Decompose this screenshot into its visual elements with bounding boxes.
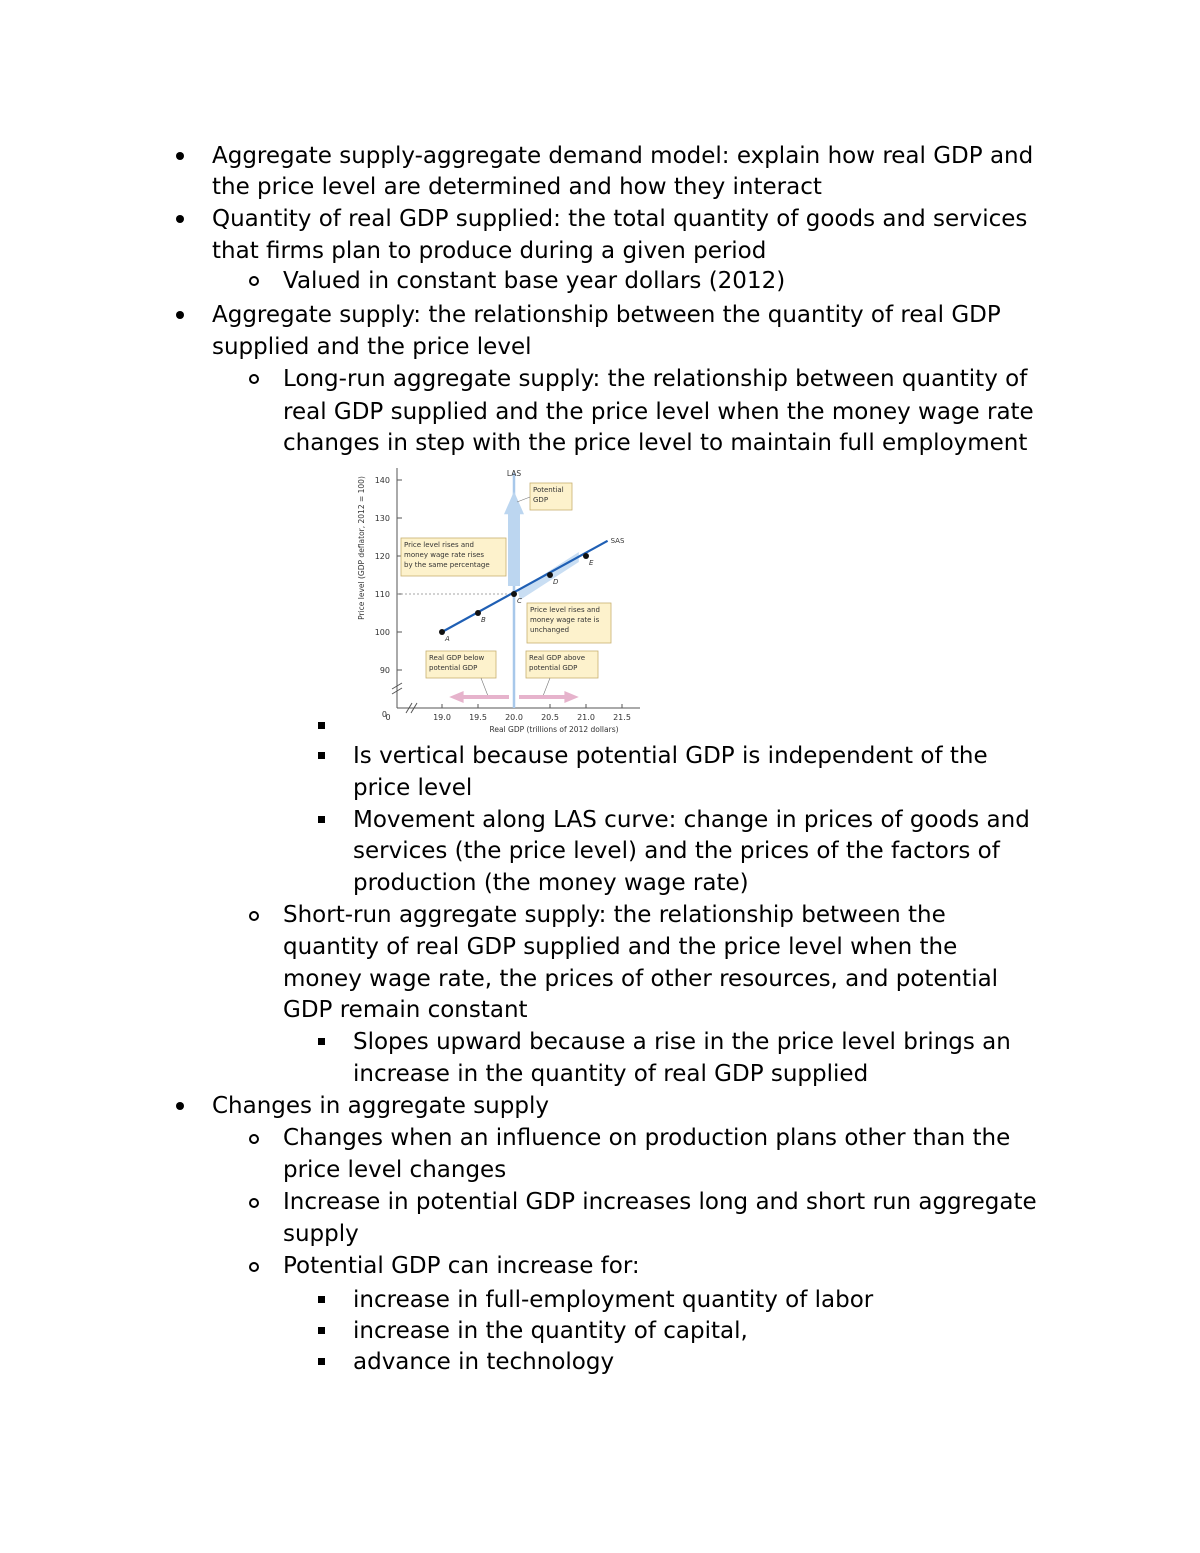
note-line: price level	[353, 775, 473, 801]
bullet-circle	[249, 374, 259, 384]
note-line: Is vertical because potential GDP is independent of the	[353, 743, 988, 769]
x-tick-label: 20.5	[541, 713, 559, 722]
note-line: Changes in aggregate supply	[212, 1093, 549, 1119]
point-label: C	[517, 597, 522, 605]
pointer	[481, 678, 488, 696]
bullet-circle	[249, 911, 259, 921]
y-tick-label: 110	[374, 590, 390, 599]
below-gdp-box-text: Real GDP below	[429, 654, 485, 662]
wage-unchanged-box-text: Price level rises and	[530, 606, 600, 614]
note-line: money wage rate, the prices of other resources, and potential	[283, 966, 999, 992]
y-tick-label: 100	[374, 628, 390, 637]
x-tick-label: 20.0	[505, 713, 523, 722]
bullet-circle	[249, 1134, 259, 1144]
potential-gdp-box-text: Potential	[533, 486, 564, 494]
y-tick-label: 130	[374, 514, 390, 523]
note-line: real GDP supplied and the price level when the money wage rate	[283, 399, 1034, 425]
bullet-square	[318, 1296, 325, 1303]
price-wage-rise-box-text: Price level rises and	[404, 541, 474, 549]
y-tick-label: 90	[379, 666, 390, 675]
las-sas-figure	[354, 460, 650, 740]
price-wage-rise-box-text: by the same percentage	[404, 561, 490, 569]
note-line: the price level are determined and how they interact	[212, 174, 822, 200]
y-axis-label: Price level (GDP deflator, 2012 = 100)	[357, 476, 366, 620]
note-line: changes in step with the price level to maintain full employment	[283, 430, 1028, 456]
note-line: Short-run aggregate supply: the relationship between the	[283, 902, 946, 928]
note-line: advance in technology	[353, 1349, 615, 1375]
las-label: LAS	[506, 469, 522, 478]
x-tick-label: 21.5	[613, 713, 631, 722]
above-gdp-box-text: potential GDP	[529, 664, 578, 672]
note-line: supplied and the price level	[212, 334, 532, 360]
note-line: increase in full-employment quantity of labor	[353, 1287, 874, 1313]
bullet-square	[318, 1038, 325, 1045]
bullet-square	[318, 722, 325, 729]
bullet-disc	[176, 215, 184, 223]
y-tick-label: 120	[374, 552, 390, 561]
note-line: Aggregate supply: the relationship between the quantity of real GDP	[212, 302, 1001, 328]
x-axis-label: Real GDP (trillions of 2012 dollars)	[489, 725, 619, 734]
bullet-square	[318, 816, 325, 823]
x-tick-label: 21.0	[577, 713, 595, 722]
note-line: Potential GDP can increase for:	[283, 1253, 640, 1279]
note-line: services (the price level) and the prices of the factors of	[353, 838, 1000, 864]
note-line: production (the money wage rate)	[353, 870, 749, 896]
note-line: Slopes upward because a rise in the price level brings an	[353, 1029, 1011, 1055]
note-line: Changes when an influence on production plans other than the	[283, 1125, 1011, 1151]
point-label: B	[481, 616, 486, 624]
bullet-circle	[249, 276, 259, 286]
above-arrow	[519, 691, 579, 703]
note-line: Increase in potential GDP increases long and short run aggregate	[283, 1189, 1037, 1215]
above-gdp-box-text: Real GDP above	[529, 654, 586, 662]
wage-unchanged-box-text: money wage rate is	[530, 616, 600, 624]
bullet-disc	[176, 1102, 184, 1110]
pointer	[543, 678, 550, 696]
point-label: E	[589, 559, 594, 567]
x-tick-label: 19.0	[433, 713, 451, 722]
las-up-arrow	[504, 491, 524, 586]
bullet-square	[318, 1327, 325, 1334]
note-line: price level changes	[283, 1157, 507, 1183]
sas-label: SAS	[610, 536, 625, 545]
note-line: Aggregate supply-aggregate demand model: explain how real GDP and	[212, 143, 1034, 169]
bullet-disc	[176, 311, 184, 319]
x-tick-label: 0	[385, 713, 391, 722]
point-label: A	[445, 635, 450, 643]
note-line: increase in the quantity of capital,	[353, 1318, 748, 1344]
bullet-circle	[249, 1198, 259, 1208]
bullet-square	[318, 752, 325, 759]
note-line: Valued in constant base year dollars (2012)	[283, 268, 786, 294]
note-line: GDP remain constant	[283, 997, 528, 1023]
bullet-square	[318, 1358, 325, 1365]
note-line: that firms plan to produce during a given period	[212, 238, 767, 264]
x-tick-label: 19.5	[469, 713, 487, 722]
pointer	[517, 497, 530, 502]
below-arrow	[449, 691, 509, 703]
note-line: Quantity of real GDP supplied: the total quantity of goods and services	[212, 206, 1028, 232]
note-line: quantity of real GDP supplied and the price level when the	[283, 934, 958, 960]
y-tick-label: 140	[374, 476, 390, 485]
y-tick-label: 0	[381, 710, 387, 719]
point-label: D	[553, 578, 559, 586]
note-line: Long-run aggregate supply: the relationship between quantity of	[283, 366, 1028, 392]
price-wage-rise-box-text: money wage rate rises	[404, 551, 485, 559]
las-sas-chart	[354, 460, 650, 736]
note-line: supply	[283, 1221, 359, 1247]
note-line: Movement along LAS curve: change in prices of goods and	[353, 807, 1030, 833]
note-line: increase in the quantity of real GDP supplied	[353, 1061, 869, 1087]
bullet-circle	[249, 1262, 259, 1272]
potential-gdp-box-text: GDP	[533, 496, 549, 504]
bullet-disc	[176, 152, 184, 160]
wage-unchanged-box-text: unchanged	[530, 626, 570, 634]
below-gdp-box-text: potential GDP	[429, 664, 478, 672]
